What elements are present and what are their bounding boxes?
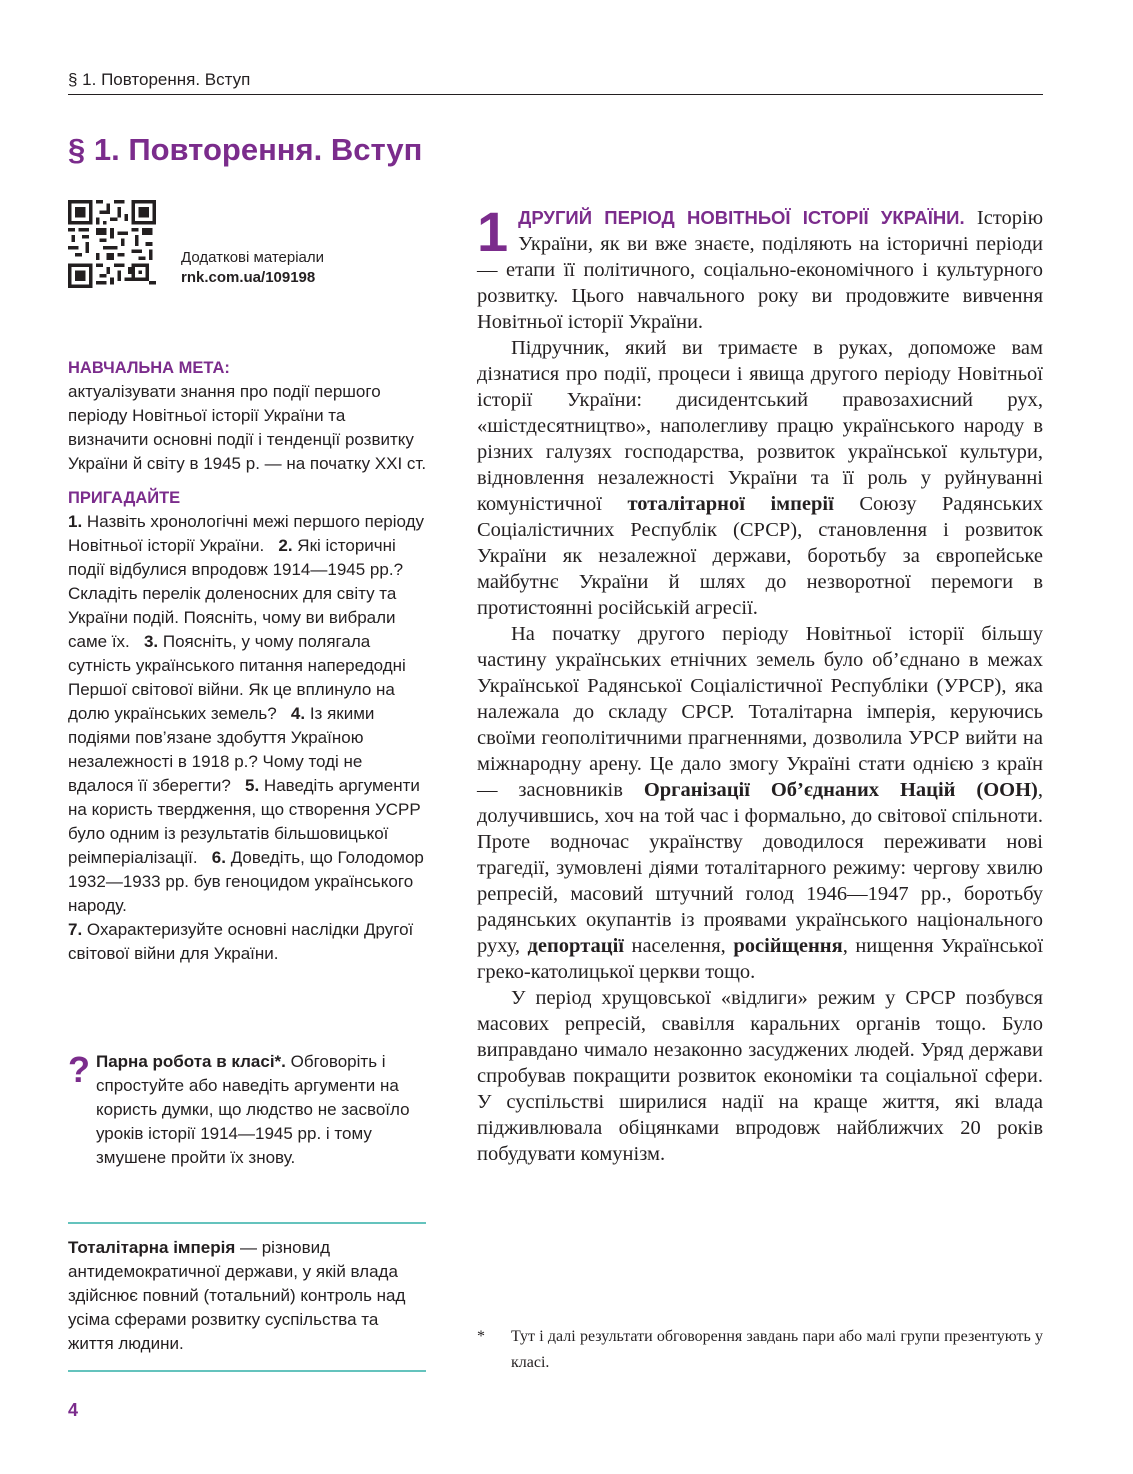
- paragraph-2-text-cont: Союзу Радянських Соціалістичних Республік (СРСР), становлення і розвиток України як незалежної держави, боротьбу за європейське майбутнє України й шлях до незворотної перемоги в протистоянні російській агресії.: [477, 493, 1043, 619]
- footnote: [477, 1324, 1043, 1376]
- qr-code-icon[interactable]: [68, 200, 156, 288]
- footnote-mark: *: [477, 1328, 485, 1345]
- question-number: 4.: [290, 704, 306, 723]
- paragraph-3-text: На початку другого періоду Новітньої історії більшу частину українських етнічних земель було об’єднано в межах Української Радянської Соціалістичної Республіки (УРСР), яка належала до складу СРСР. Тоталітарна імперія, керуючись своїми геополітичними прагненнями, дозволила УРСР вийти на міжнародну арену. Це дало змогу Україні стати однією з країн — засновників: [477, 623, 1043, 801]
- pair-work-task: Обговоріть і спростуйте або наведіть аргументи на користь думки, що людство не засвоїло уроків історії 1914—1945 рр. і тому змушене пройти їх знову.: [96, 1052, 410, 1167]
- term-russification: російщення: [733, 935, 843, 957]
- pair-work-label: Парна робота в класі*.: [96, 1052, 286, 1071]
- paragraph-2-text: Підручник, який ви тримаєте в руках, допоможе вам дізнатися про події, процеси і явища другого періоду Новітньої історії України: дисидентський правозахисний рух, «шістдесятництво», наполегливу працю українського народу в різних галузях господарства, розвиток української культури, відновлення незалежності України та її роль у руйнуванні комуністичної: [477, 337, 1043, 515]
- paragraph-1: [477, 200, 1044, 335]
- paragraph-3-text-end: , нищення Української греко-католицької церкви тощо.: [477, 935, 1044, 983]
- term-deportation: депортації: [527, 935, 624, 957]
- question-text: Доведіть, що Голодомор 1932—1933 рр. був геноцидом українського народу.: [68, 848, 424, 915]
- paragraph-3-text-cont: , долучившись, хоч на той час і формально, до світової спільноти. Проте водночас українству доводилося переживати нові трагедії, зумовлені діями тоталітарного режиму: чергову хвилю репресій, масовий штучний голод 1946—1947 рр., боротьбу радянських окупантів із проявами українського національного руху,: [477, 779, 1044, 957]
- recall-questions: [68, 510, 430, 966]
- running-header: § 1. Повторення. Вступ: [68, 70, 1043, 95]
- glossary-term: Тоталітарна імперія: [68, 1238, 236, 1257]
- glossary-box: [68, 1222, 426, 1372]
- main-text-column: [477, 200, 1044, 1167]
- section-number: 1: [477, 200, 509, 263]
- qr-url-link[interactable]: rnk.com.ua/109198: [181, 269, 316, 286]
- qr-caption: [181, 248, 324, 288]
- question-number: 3.: [143, 632, 159, 651]
- question-text: Які історичні події відбулися впродовж 1914—1945 рр.? Складіть перелік доленосних для світу та України подій. Поясніть, чому ви вибрали саме їх.: [68, 536, 404, 651]
- question-text: Поясніть, у чому полягала сутність українського питання напередодні Першої світової війни. Як це вплинуло на долю українських земель?: [68, 632, 406, 723]
- question-number: 2.: [278, 536, 293, 555]
- paragraph-1-text: Історію України, як ви вже знаєте, поділяють на історичні періоди — етапи її політичного, соціально-економічного і культурного розвитку. Цього навчального року ви продовжите вивчення Новітньої історії України.: [477, 207, 1044, 333]
- pair-work-text: [96, 1050, 430, 1170]
- question-number: 1.: [68, 512, 83, 531]
- question-mark-icon: ?: [68, 1049, 90, 1090]
- term-un: Організації Об’єднаних Націй (ООН): [643, 779, 1038, 801]
- page-title: § 1. Повторення. Вступ: [68, 132, 423, 167]
- question-number: 6.: [211, 848, 226, 867]
- term-totalitarian-empire: тоталітарної імперії: [627, 493, 834, 515]
- question-text: Назвіть хронологічні межі першого періоду Новітньої історії України.: [68, 512, 425, 555]
- learning-goal-label: НАВЧАЛЬНА МЕТА:: [68, 359, 230, 377]
- question-text: Із якими подіями пов’язане здобуття Україною незалежності в 1918 р.? Чому тоді не вдалося її зберегти?: [68, 704, 375, 795]
- paragraph-3-text-cont2: населення,: [631, 935, 726, 957]
- sidebar-column: [68, 356, 430, 966]
- qr-caption-text: Додаткові матеріали: [181, 249, 325, 266]
- recall-label: ПРИГАДАЙТЕ: [68, 489, 181, 507]
- pair-work-block: [68, 1050, 430, 1170]
- question-text: Наведіть аргументи на користь твердження, що створення УСРР було одним із результатів більшовицької реімперіалізації.: [68, 776, 421, 867]
- page-number: 4: [68, 1400, 79, 1420]
- learning-goal-text: актуалізувати знання про події першого періоду Новітньої історії України та визначити основні події і тенденції розвитку України й світу в 1945 р. — на початку XXI ст.: [68, 382, 427, 473]
- section-heading: ДРУГИЙ ПЕРІОД НОВІТНЬОЇ ІСТОРІЇ УКРАЇНИ.: [518, 207, 965, 228]
- footnote-text: Тут і далі результати обговорення завдань пари або малі групи презентують у класі.: [511, 1328, 1043, 1371]
- question-number: 7.: [68, 920, 83, 939]
- paragraph-2: [477, 335, 1043, 621]
- question-text: Охарактеризуйте основні наслідки Другої світової війни для України.: [68, 920, 414, 963]
- question-number: 5.: [245, 776, 260, 795]
- paragraph-3: [477, 621, 1043, 985]
- glossary-definition: — різновид антидемократичної держави, у якій влада здійснює повний (тотальний) контроль над усіма сферами розвитку суспільства та життя людини.: [68, 1238, 406, 1353]
- paragraph-4: У період хрущовської «відлиги» режим у СРСР позбувся масових репресій, свавілля каральних органів тощо. Було виправдано чимало незаконно засуджених людей. Уряд держави спробував покращити розвиток економіки та соціальної сфери. У суспільстві ширилися надії на краще життя, які влада підживлювала обіцянками впродовж найближчих 20 років побудувати комунізм.: [477, 987, 1043, 1165]
